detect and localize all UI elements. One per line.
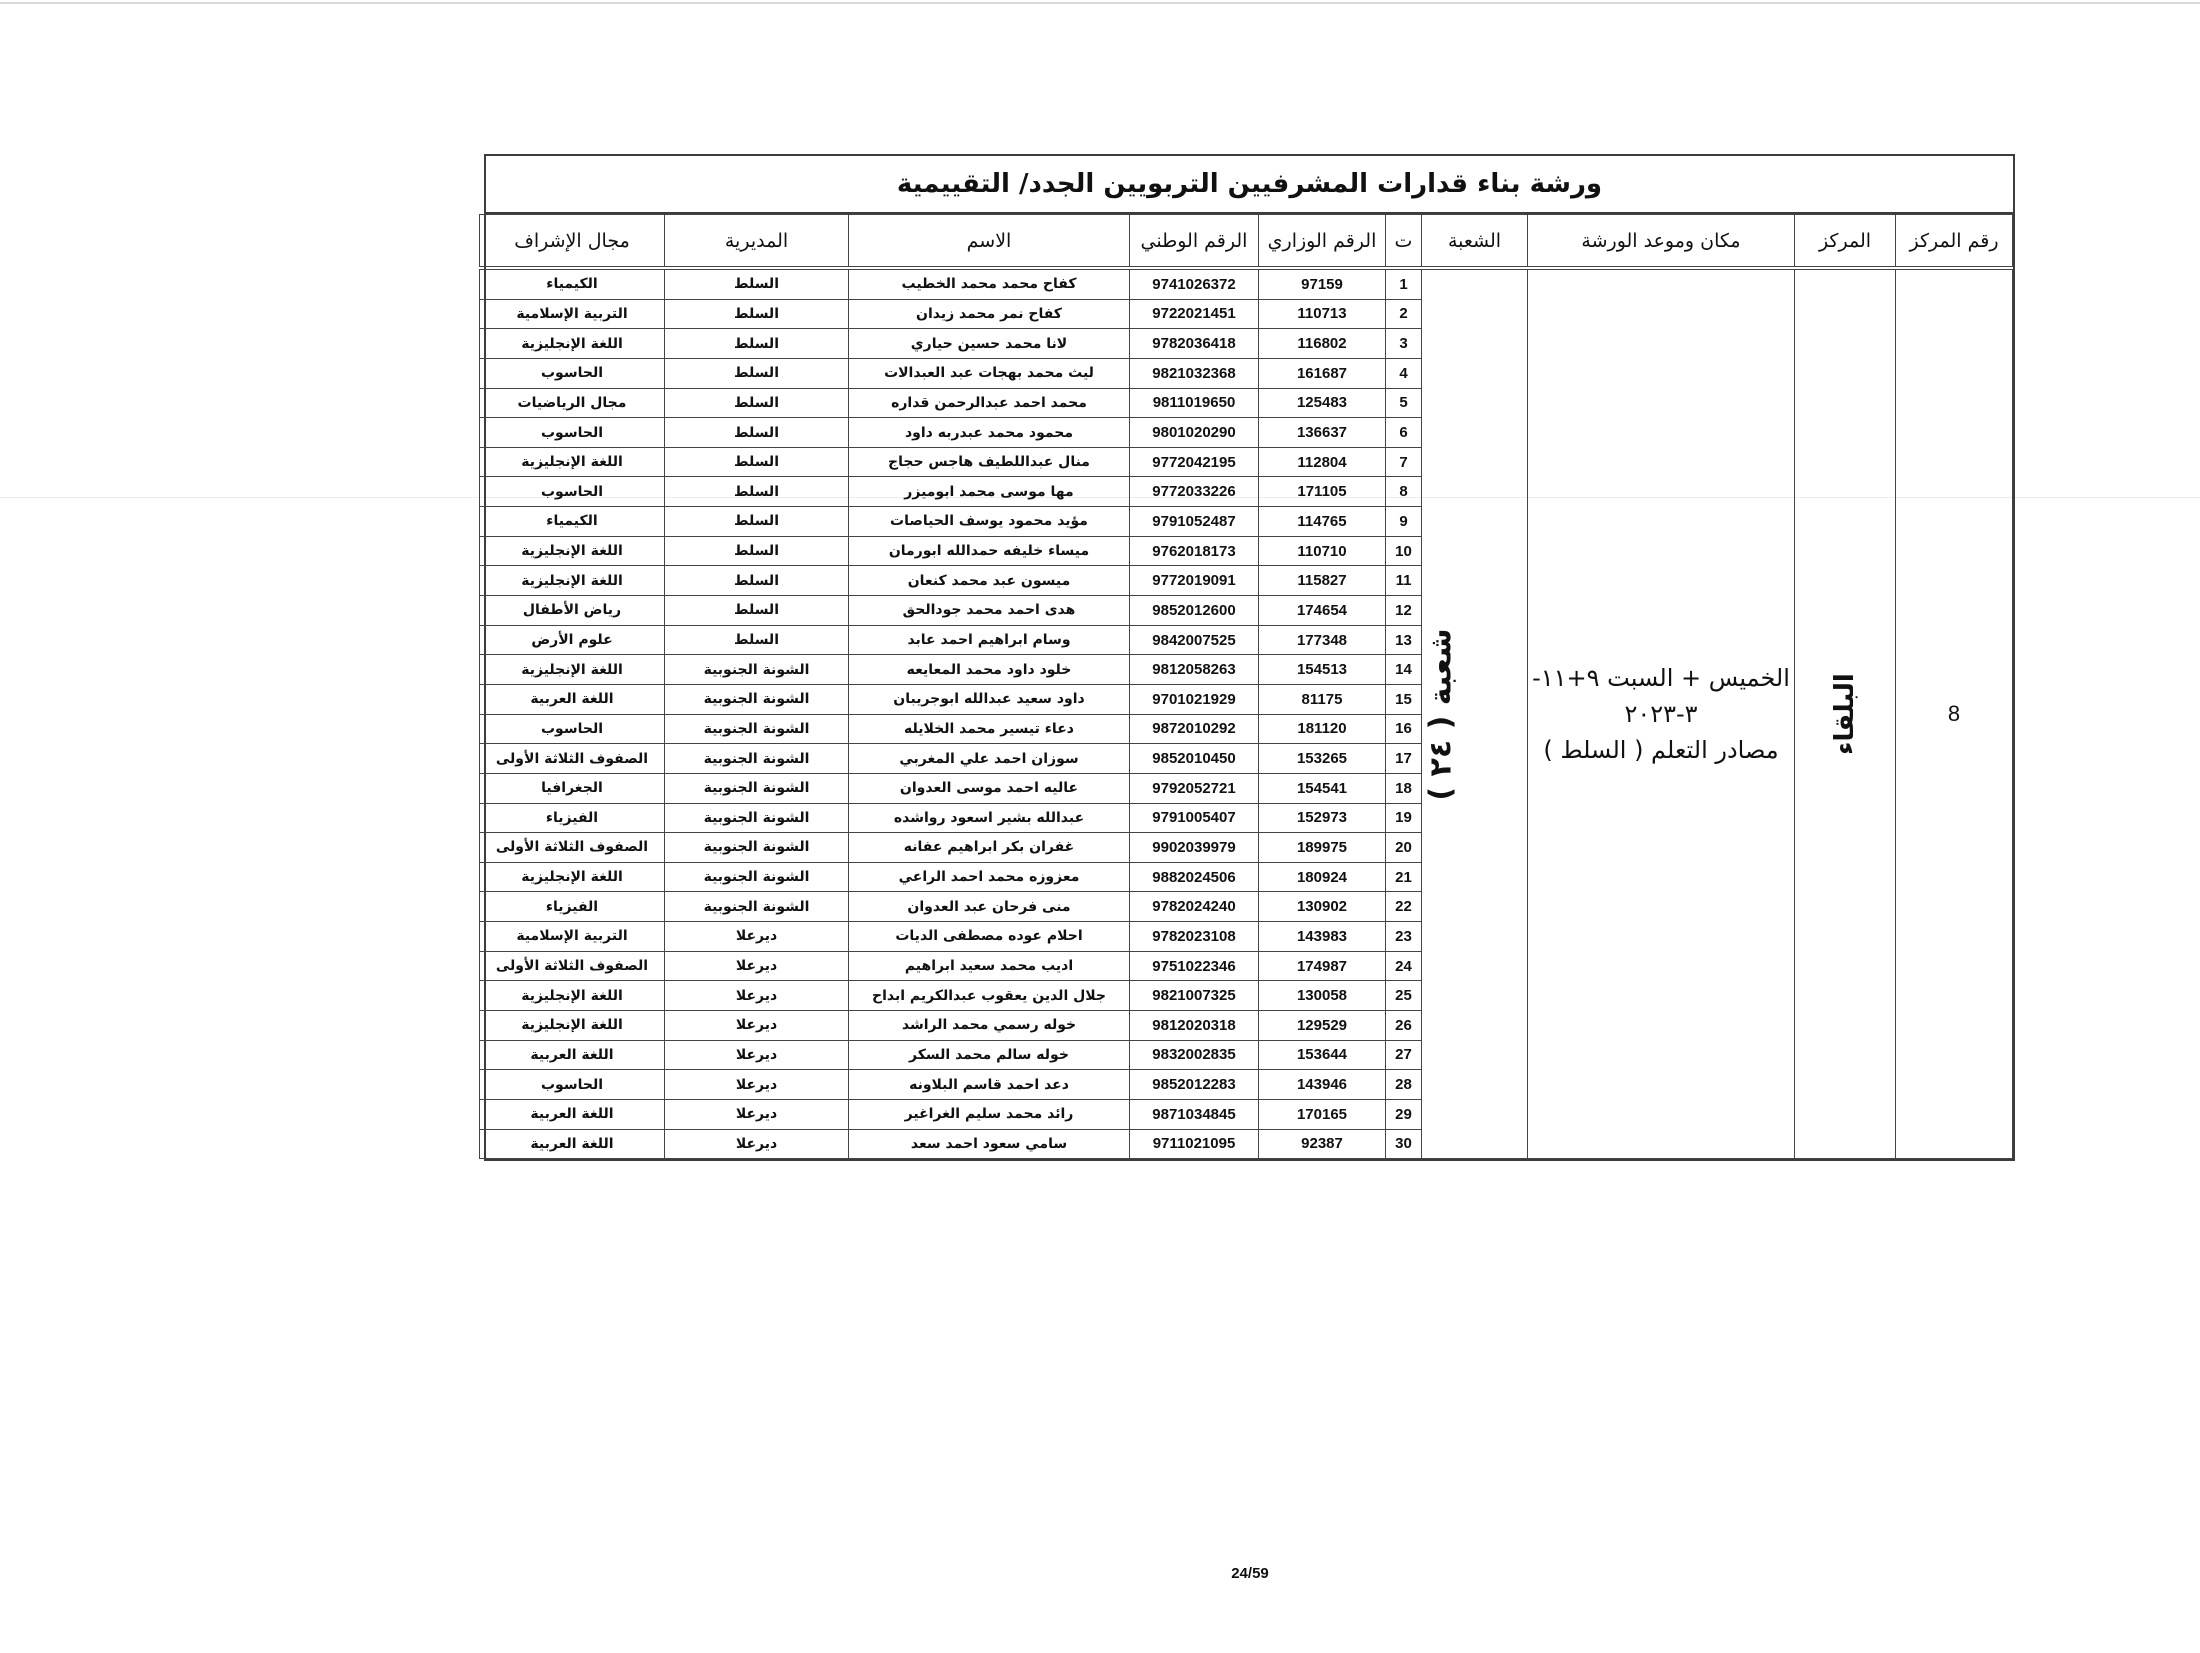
participant-name: داود سعيد عبدالله ابوجريبان bbox=[849, 684, 1130, 714]
national-number: 9882024506 bbox=[1130, 862, 1259, 892]
national-number: 9791005407 bbox=[1130, 803, 1259, 833]
row-number: 23 bbox=[1386, 922, 1422, 952]
national-number: 9772019091 bbox=[1130, 566, 1259, 596]
participant-name: خوله رسمي محمد الراشد bbox=[849, 1011, 1130, 1041]
ministry-number: 114765 bbox=[1259, 507, 1386, 537]
supervision-field: الفيزياء bbox=[480, 892, 665, 922]
directorate: الشونة الجنوبية bbox=[665, 862, 849, 892]
header-directorate: المديرية bbox=[665, 215, 849, 269]
supervision-field: الحاسوب bbox=[480, 418, 665, 448]
ministry-number: 136637 bbox=[1259, 418, 1386, 448]
supervision-field: اللغة العربية bbox=[480, 1129, 665, 1159]
directorate: الشونة الجنوبية bbox=[665, 833, 849, 863]
national-number: 9701021929 bbox=[1130, 684, 1259, 714]
ministry-number: 161687 bbox=[1259, 358, 1386, 388]
row-number: 22 bbox=[1386, 892, 1422, 922]
national-number: 9872010292 bbox=[1130, 714, 1259, 744]
center-code-cell bbox=[1896, 268, 2013, 1159]
header-center: المركز bbox=[1795, 215, 1896, 269]
row-number: 2 bbox=[1386, 299, 1422, 329]
venue-line-3: مصادر التعلم ( السلط ) bbox=[1543, 736, 1779, 765]
national-number: 9852012600 bbox=[1130, 596, 1259, 626]
participant-name: سامي سعود احمد سعد bbox=[849, 1129, 1130, 1159]
national-number: 9852012283 bbox=[1130, 1070, 1259, 1100]
ministry-number: 92387 bbox=[1259, 1129, 1386, 1159]
directorate: السلط bbox=[665, 329, 849, 359]
national-number: 9852010450 bbox=[1130, 744, 1259, 774]
header-name: الاسم bbox=[849, 215, 1130, 269]
row-number: 29 bbox=[1386, 1099, 1422, 1129]
ministry-number: 143983 bbox=[1259, 922, 1386, 952]
participants-table bbox=[479, 214, 2013, 1159]
directorate: السلط bbox=[665, 477, 849, 507]
row-number: 15 bbox=[1386, 684, 1422, 714]
supervision-field: الصفوف الثلاثة الأولى bbox=[480, 951, 665, 981]
national-number: 9772042195 bbox=[1130, 447, 1259, 477]
table-row bbox=[480, 268, 2013, 299]
row-number: 21 bbox=[1386, 862, 1422, 892]
participant-name: محمود محمد عبدربه داود bbox=[849, 418, 1130, 448]
ministry-number: 81175 bbox=[1259, 684, 1386, 714]
directorate: ديرعلا bbox=[665, 1040, 849, 1070]
supervision-field: الفيزياء bbox=[480, 803, 665, 833]
national-number: 9751022346 bbox=[1130, 951, 1259, 981]
row-number: 24 bbox=[1386, 951, 1422, 981]
participant-name: معزوزه محمد احمد الراعي bbox=[849, 862, 1130, 892]
ministry-number: 177348 bbox=[1259, 625, 1386, 655]
national-number: 9722021451 bbox=[1130, 299, 1259, 329]
directorate: السلط bbox=[665, 566, 849, 596]
supervision-field: اللغة الإنجليزية bbox=[480, 447, 665, 477]
participant-name: اديب محمد سعيد ابراهيم bbox=[849, 951, 1130, 981]
participant-name: عاليه احمد موسى العدوان bbox=[849, 773, 1130, 803]
supervision-field: اللغة الإنجليزية bbox=[480, 1011, 665, 1041]
ministry-number: 174987 bbox=[1259, 951, 1386, 981]
ministry-number: 110713 bbox=[1259, 299, 1386, 329]
supervision-field: اللغة الإنجليزية bbox=[480, 655, 665, 685]
national-number: 9782023108 bbox=[1130, 922, 1259, 952]
header-seq: ت bbox=[1386, 215, 1422, 269]
directorate: ديرعلا bbox=[665, 1070, 849, 1100]
section-cell bbox=[1422, 268, 1528, 1159]
header-national-no: الرقم الوطني bbox=[1130, 215, 1259, 269]
directorate: السلط bbox=[665, 388, 849, 418]
national-number: 9902039979 bbox=[1130, 833, 1259, 863]
directorate: السلط bbox=[665, 358, 849, 388]
national-number: 9711021095 bbox=[1130, 1129, 1259, 1159]
venue-line-2: ٣-٢٠٢٣ bbox=[1624, 700, 1698, 729]
center-name: البلقاء bbox=[1829, 673, 1860, 755]
supervision-field: اللغة الإنجليزية bbox=[480, 981, 665, 1011]
directorate: الشونة الجنوبية bbox=[665, 892, 849, 922]
national-number: 9821007325 bbox=[1130, 981, 1259, 1011]
row-number: 20 bbox=[1386, 833, 1422, 863]
participant-name: سوزان احمد علي المغربي bbox=[849, 744, 1130, 774]
ministry-number: 110710 bbox=[1259, 536, 1386, 566]
supervision-field: الصفوف الثلاثة الأولى bbox=[480, 833, 665, 863]
supervision-field: الكيمياء bbox=[480, 268, 665, 299]
directorate: ديرعلا bbox=[665, 922, 849, 952]
directorate: السلط bbox=[665, 268, 849, 299]
ministry-number: 130058 bbox=[1259, 981, 1386, 1011]
national-number: 9832002835 bbox=[1130, 1040, 1259, 1070]
directorate: السلط bbox=[665, 447, 849, 477]
national-number: 9791052487 bbox=[1130, 507, 1259, 537]
directorate: الشونة الجنوبية bbox=[665, 773, 849, 803]
header-center-code: رقم المركز bbox=[1896, 215, 2013, 269]
section-label: شعبة ( ٢٤ ) bbox=[1423, 627, 1459, 801]
national-number: 9812058263 bbox=[1130, 655, 1259, 685]
header-row bbox=[480, 215, 2013, 269]
participant-name: لانا محمد حسين حياري bbox=[849, 329, 1130, 359]
supervision-field: الحاسوب bbox=[480, 358, 665, 388]
ministry-number: 153265 bbox=[1259, 744, 1386, 774]
directorate: السلط bbox=[665, 536, 849, 566]
directorate: السلط bbox=[665, 625, 849, 655]
national-number: 9801020290 bbox=[1130, 418, 1259, 448]
participant-name: مها موسى محمد ابوميزر bbox=[849, 477, 1130, 507]
ministry-number: 143946 bbox=[1259, 1070, 1386, 1100]
supervision-field: التربية الإسلامية bbox=[480, 299, 665, 329]
national-number: 9741026372 bbox=[1130, 268, 1259, 299]
supervision-field: اللغة الإنجليزية bbox=[480, 329, 665, 359]
row-number: 5 bbox=[1386, 388, 1422, 418]
supervision-field: الحاسوب bbox=[480, 477, 665, 507]
ministry-number: 154513 bbox=[1259, 655, 1386, 685]
directorate: السلط bbox=[665, 596, 849, 626]
directorate: ديرعلا bbox=[665, 981, 849, 1011]
ministry-number: 180924 bbox=[1259, 862, 1386, 892]
participant-name: كفاح محمد محمد الخطيب bbox=[849, 268, 1130, 299]
participant-name: محمد احمد عبدالرحمن قداره bbox=[849, 388, 1130, 418]
ministry-number: 189975 bbox=[1259, 833, 1386, 863]
national-number: 9811019650 bbox=[1130, 388, 1259, 418]
header-venue: مكان وموعد الورشة bbox=[1528, 215, 1795, 269]
directorate: السلط bbox=[665, 418, 849, 448]
ministry-number: 181120 bbox=[1259, 714, 1386, 744]
header-field: مجال الإشراف bbox=[480, 215, 665, 269]
supervision-field: الحاسوب bbox=[480, 714, 665, 744]
directorate: الشونة الجنوبية bbox=[665, 655, 849, 685]
header-section: الشعبة bbox=[1422, 215, 1528, 269]
participant-name: احلام عوده مصطفى الديات bbox=[849, 922, 1130, 952]
directorate: ديرعلا bbox=[665, 1129, 849, 1159]
supervision-field: علوم الأرض bbox=[480, 625, 665, 655]
directorate: ديرعلا bbox=[665, 1099, 849, 1129]
row-number: 3 bbox=[1386, 329, 1422, 359]
ministry-number: 152973 bbox=[1259, 803, 1386, 833]
participant-name: منى فرحان عبد العدوان bbox=[849, 892, 1130, 922]
center-code: 8 bbox=[1947, 701, 1961, 727]
row-number: 8 bbox=[1386, 477, 1422, 507]
directorate: ديرعلا bbox=[665, 1011, 849, 1041]
ministry-number: 115827 bbox=[1259, 566, 1386, 596]
national-number: 9842007525 bbox=[1130, 625, 1259, 655]
supervision-field: رياض الأطفال bbox=[480, 596, 665, 626]
ministry-number: 97159 bbox=[1259, 268, 1386, 299]
row-number: 6 bbox=[1386, 418, 1422, 448]
supervision-field: التربية الإسلامية bbox=[480, 922, 665, 952]
supervision-field: اللغة العربية bbox=[480, 684, 665, 714]
supervision-field: الحاسوب bbox=[480, 1070, 665, 1100]
participant-name: مؤيد محمود يوسف الحياصات bbox=[849, 507, 1130, 537]
header-ministry-no: الرقم الوزاري bbox=[1259, 215, 1386, 269]
ministry-number: 171105 bbox=[1259, 477, 1386, 507]
participant-name: دعد احمد قاسم البلاونه bbox=[849, 1070, 1130, 1100]
participant-name: ميسون عبد محمد كنعان bbox=[849, 566, 1130, 596]
row-number: 12 bbox=[1386, 596, 1422, 626]
ministry-number: 170165 bbox=[1259, 1099, 1386, 1129]
ministry-number: 112804 bbox=[1259, 447, 1386, 477]
page-number: 24/59 bbox=[1231, 1565, 1269, 1582]
table-body bbox=[480, 268, 2013, 1159]
row-number: 7 bbox=[1386, 447, 1422, 477]
supervision-field: اللغة الإنجليزية bbox=[480, 566, 665, 596]
national-number: 9871034845 bbox=[1130, 1099, 1259, 1129]
row-number: 11 bbox=[1386, 566, 1422, 596]
supervision-field: الجغرافيا bbox=[480, 773, 665, 803]
directorate: الشونة الجنوبية bbox=[665, 803, 849, 833]
national-number: 9792052721 bbox=[1130, 773, 1259, 803]
participant-name: عبدالله بشير اسعود رواشده bbox=[849, 803, 1130, 833]
row-number: 16 bbox=[1386, 714, 1422, 744]
participant-name: خلود داود محمد المعايعه bbox=[849, 655, 1130, 685]
venue-cell bbox=[1528, 268, 1795, 1159]
ministry-number: 129529 bbox=[1259, 1011, 1386, 1041]
center-name-cell bbox=[1795, 268, 1896, 1159]
supervision-field: اللغة العربية bbox=[480, 1099, 665, 1129]
participant-name: رائد محمد سليم الغراغير bbox=[849, 1099, 1130, 1129]
directorate: السلط bbox=[665, 507, 849, 537]
participant-name: كفاح نمر محمد زيدان bbox=[849, 299, 1130, 329]
participant-name: جلال الدين يعقوب عبدالكريم ابداح bbox=[849, 981, 1130, 1011]
row-number: 1 bbox=[1386, 268, 1422, 299]
ministry-number: 174654 bbox=[1259, 596, 1386, 626]
participants-sheet bbox=[484, 154, 2015, 1161]
row-number: 4 bbox=[1386, 358, 1422, 388]
supervision-field: الكيمياء bbox=[480, 507, 665, 537]
supervision-field: مجال الرياضيات bbox=[480, 388, 665, 418]
national-number: 9782024240 bbox=[1130, 892, 1259, 922]
participant-name: غفران بكر ابراهيم عفانه bbox=[849, 833, 1130, 863]
row-number: 9 bbox=[1386, 507, 1422, 537]
supervision-field: اللغة الإنجليزية bbox=[480, 536, 665, 566]
participant-name: دعاء تيسير محمد الخلايله bbox=[849, 714, 1130, 744]
national-number: 9772033226 bbox=[1130, 477, 1259, 507]
row-number: 30 bbox=[1386, 1129, 1422, 1159]
participant-name: ميساء خليفه حمدالله ابورمان bbox=[849, 536, 1130, 566]
document-title: ورشة بناء قدارات المشرفيين التربويين الجدد/ التقييمية bbox=[486, 156, 2013, 214]
row-number: 28 bbox=[1386, 1070, 1422, 1100]
directorate: ديرعلا bbox=[665, 951, 849, 981]
supervision-field: الصفوف الثلاثة الأولى bbox=[480, 744, 665, 774]
national-number: 9762018173 bbox=[1130, 536, 1259, 566]
ministry-number: 154541 bbox=[1259, 773, 1386, 803]
national-number: 9812020318 bbox=[1130, 1011, 1259, 1041]
venue-line-1: الخميس + السبت ٩+١١- bbox=[1532, 664, 1790, 693]
directorate: الشونة الجنوبية bbox=[665, 714, 849, 744]
participant-name: ليث محمد بهجات عبد العبدالات bbox=[849, 358, 1130, 388]
row-number: 10 bbox=[1386, 536, 1422, 566]
directorate: الشونة الجنوبية bbox=[665, 744, 849, 774]
national-number: 9821032368 bbox=[1130, 358, 1259, 388]
participant-name: خوله سالم محمد السكر bbox=[849, 1040, 1130, 1070]
ministry-number: 125483 bbox=[1259, 388, 1386, 418]
participant-name: منال عبداللطيف هاجس حجاج bbox=[849, 447, 1130, 477]
supervision-field: اللغة العربية bbox=[480, 1040, 665, 1070]
row-number: 19 bbox=[1386, 803, 1422, 833]
supervision-field: اللغة الإنجليزية bbox=[480, 862, 665, 892]
row-number: 26 bbox=[1386, 1011, 1422, 1041]
ministry-number: 116802 bbox=[1259, 329, 1386, 359]
participant-name: هدى احمد محمد جودالحق bbox=[849, 596, 1130, 626]
row-number: 25 bbox=[1386, 981, 1422, 1011]
national-number: 9782036418 bbox=[1130, 329, 1259, 359]
directorate: السلط bbox=[665, 299, 849, 329]
directorate: الشونة الجنوبية bbox=[665, 684, 849, 714]
top-edge-line bbox=[0, 2, 2200, 4]
ministry-number: 153644 bbox=[1259, 1040, 1386, 1070]
participant-name: وسام ابراهيم احمد عابد bbox=[849, 625, 1130, 655]
row-number: 27 bbox=[1386, 1040, 1422, 1070]
row-number: 14 bbox=[1386, 655, 1422, 685]
row-number: 18 bbox=[1386, 773, 1422, 803]
row-number: 17 bbox=[1386, 744, 1422, 774]
row-number: 13 bbox=[1386, 625, 1422, 655]
ministry-number: 130902 bbox=[1259, 892, 1386, 922]
